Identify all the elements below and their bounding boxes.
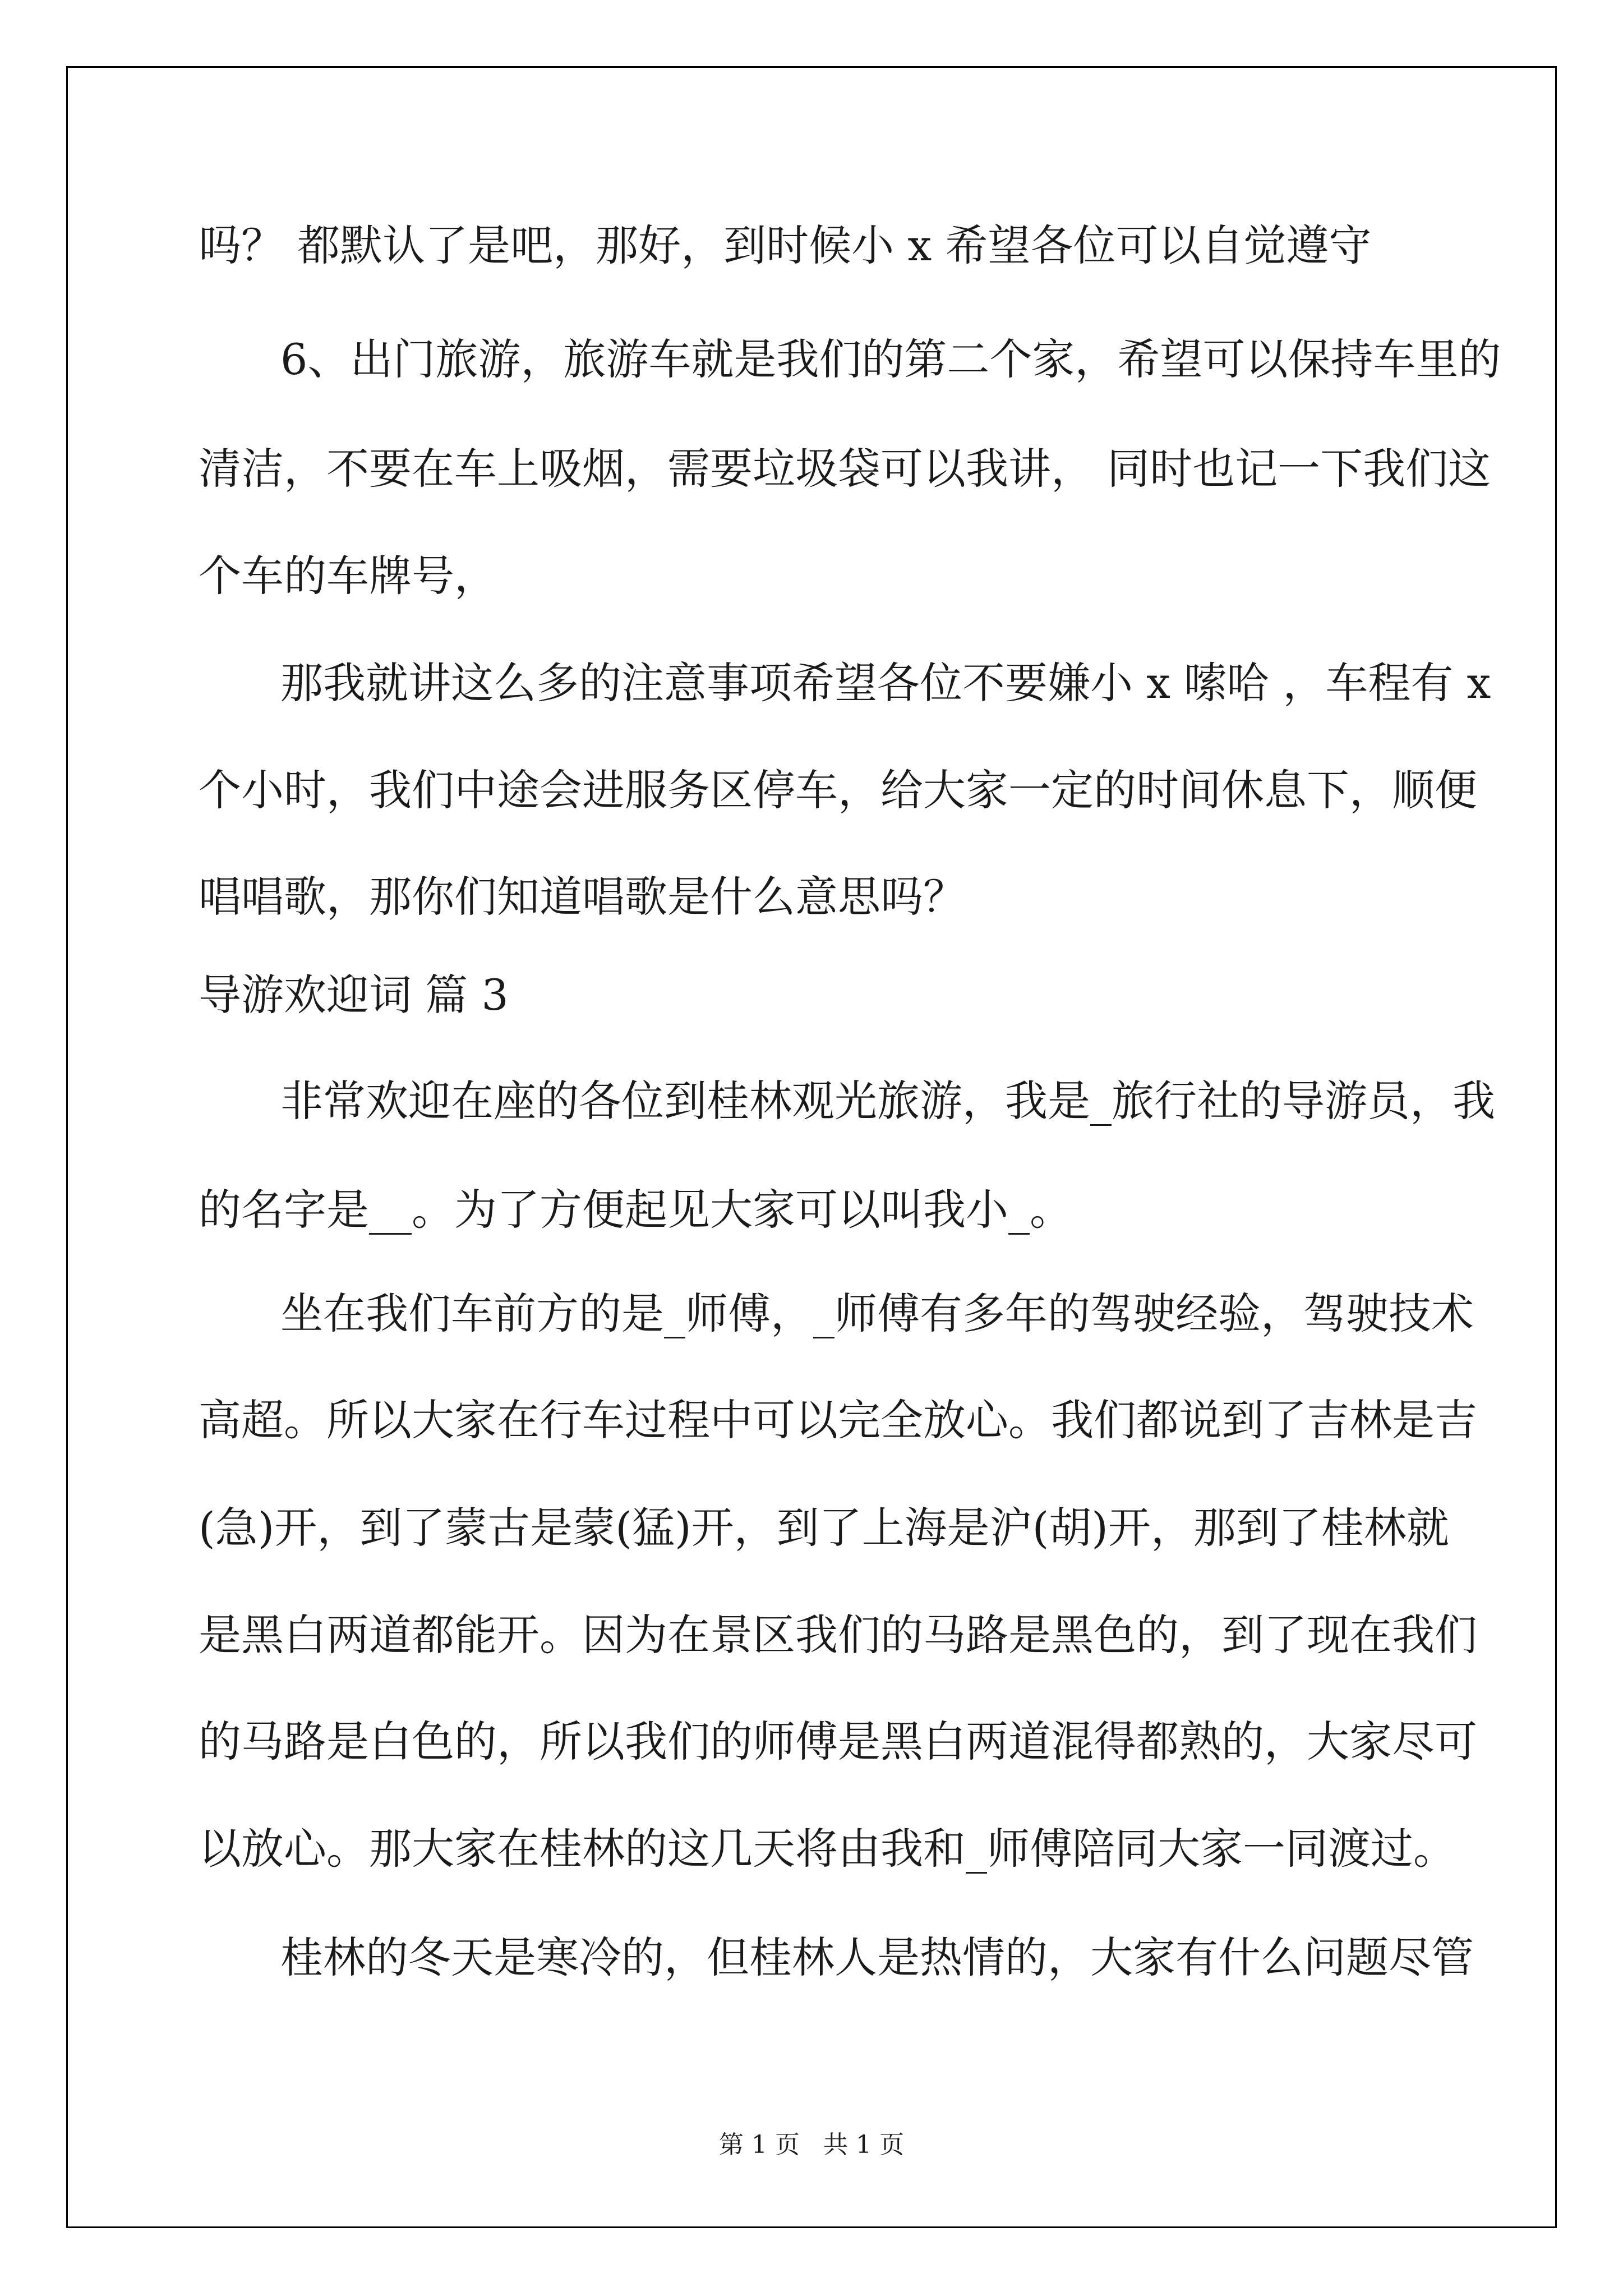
text-line: 个车的车牌号，	[199, 551, 497, 601]
page-border	[66, 66, 1557, 2228]
page-number-footer: 第 1 页 共 1 页	[719, 2131, 904, 2159]
text-line: 那我就讲这么多的注意事项希望各位不要嫌小 x 嗦哈 ，车程有 x	[280, 658, 1491, 708]
text-line: (急)开，到了蒙古是蒙(猛)开，到了上海是沪(胡)开，那到了桂林就	[199, 1503, 1449, 1553]
text-line: 清洁，不要在车上吸烟，需要垃圾袋可以我讲， 同时也记一下我们这	[199, 444, 1491, 494]
text-line: 桂林的冬天是寒冷的，但桂林人是热情的，大家有什么问题尽管	[280, 1932, 1474, 1982]
text-line: 以放心。那大家在桂林的这几天将由我和_师傅陪同大家一同渡过。	[199, 1824, 1456, 1874]
text-line: 是黑白两道都能开。因为在景区我们的马路是黑色的，到了现在我们	[199, 1610, 1477, 1660]
text-line: 的名字是__。为了方便起见大家可以叫我小_。	[199, 1185, 1072, 1235]
text-line: 吗？ 都默认了是吧，那好，到时候小 x 希望各位可以自觉遵守	[199, 220, 1372, 270]
text-line: 个小时，我们中途会进服务区停车，给大家一定的时间休息下，顺便	[199, 765, 1477, 815]
text-line: 非常欢迎在座的各位到桂林观光旅游，我是_旅行社的导游员，我	[280, 1076, 1495, 1126]
section-heading: 导游欢迎词 篇 3	[199, 970, 509, 1020]
text-line: 的马路是白色的，所以我们的师傅是黑白两道混得都熟的，大家尽可	[199, 1717, 1477, 1766]
text-line: 唱唱歌，那你们知道唱歌是什么意思吗？	[199, 872, 966, 922]
text-line: 坐在我们车前方的是_师傅，_师傅有多年的驾驶经验，驾驶技术	[280, 1289, 1474, 1338]
text-line: 6、出门旅游，旅游车就是我们的第二个家，希望可以保持车里的	[280, 334, 1501, 384]
text-line: 高超。所以大家在行车过程中可以完全放心。我们都说到了吉林是吉	[199, 1395, 1477, 1445]
